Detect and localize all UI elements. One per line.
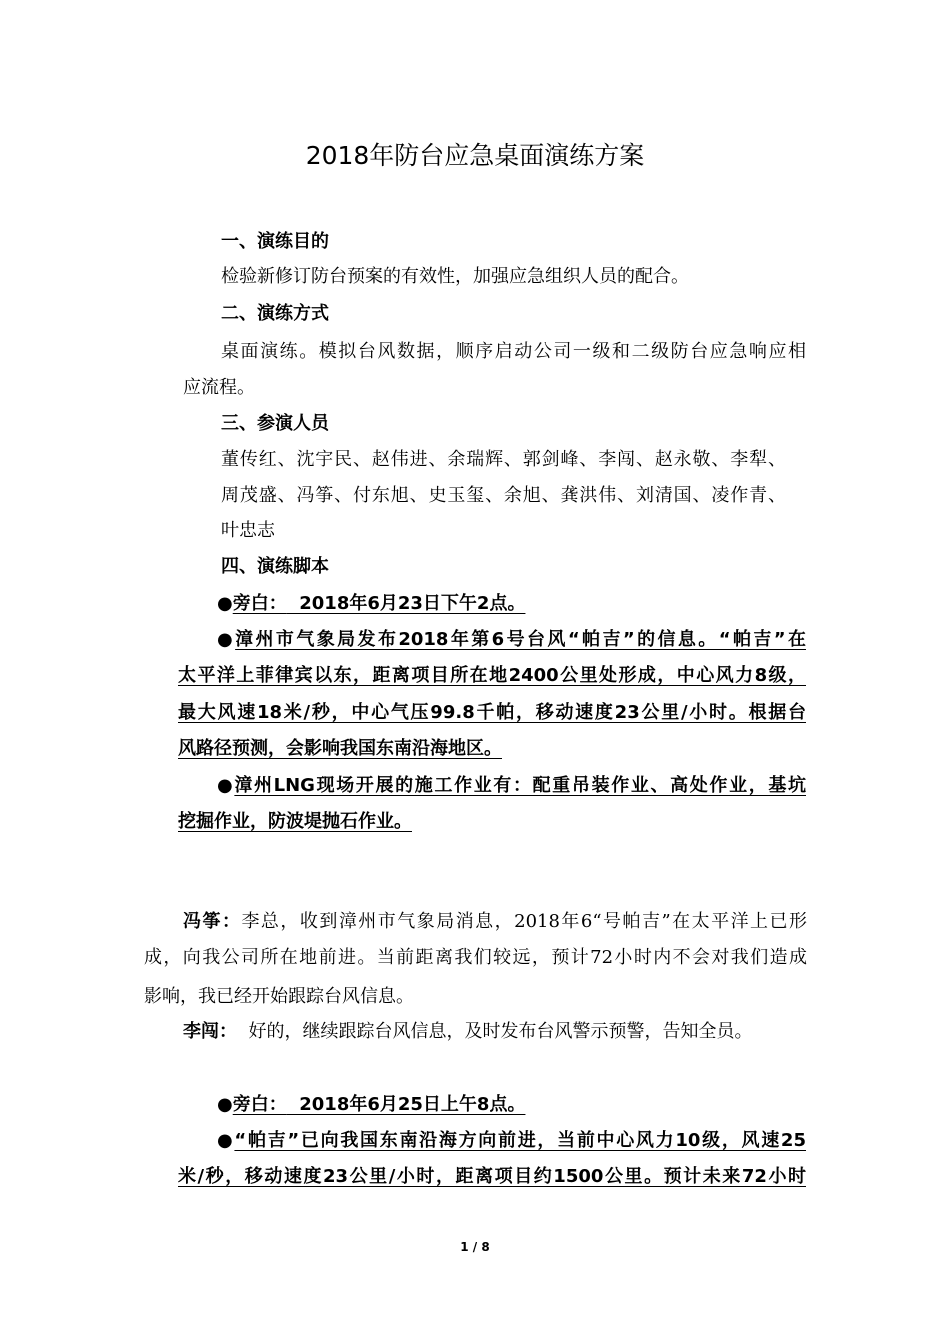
bullet-icon: ●	[217, 1130, 235, 1151]
dialogue-1-line-2: 成，向我公司所在地前进。当前距离我们较远，预计72小时内不会对我们造成	[144, 947, 807, 968]
participants-line-3: 叶忠志	[221, 520, 275, 541]
narration-time: 2018年6月25日上午8点。	[286, 1094, 526, 1115]
section-heading-method: 二、演练方式	[221, 303, 329, 324]
speaker-name: 冯筝：	[183, 911, 242, 932]
section-heading-script: 四、演练脚本	[221, 556, 329, 577]
paragraph-2-line-1: ●漳州LNG现场开展的施工作业有：配重吊装作业、高处作业，基坑	[217, 775, 806, 796]
paragraph-1-line-2: 太平洋上菲律宾以东，距离项目所在地2400公里处形成，中心风力8级，	[178, 665, 806, 686]
bullet-icon: ●	[217, 775, 235, 796]
page-number: 1 / 8	[460, 1240, 490, 1254]
method-line-2: 应流程。	[183, 377, 255, 398]
participants-line-1: 董传红、沈宇民、赵伟进、余瑞辉、郭剑峰、李闯、赵永敬、李犁、	[221, 449, 786, 470]
section-heading-participants: 三、参演人员	[221, 413, 329, 434]
dialogue-1-line-1: 冯筝：李总，收到漳州市气象局消息，2018年6“号帕吉”在太平洋上已形	[183, 911, 807, 932]
participants-line-2: 周茂盛、冯筝、付东旭、史玉玺、余旭、龚洪伟、刘清国、凌作青、	[221, 485, 786, 506]
speaker-name: 李闯：	[183, 1021, 237, 1042]
bullet-icon: ●	[217, 593, 233, 614]
paragraph-1-line-1: ●漳州市气象局发布2018年第6号台风“帕吉”的信息。“帕吉”在	[217, 629, 806, 650]
paragraph-1-line-3: 最大风速18米/秒，中心气压99.8千帕，移动速度23公里/小时。根据台	[178, 702, 806, 723]
dialogue-1-line-3: 影响，我已经开始跟踪台风信息。	[144, 986, 414, 1007]
narration-2	[217, 1093, 525, 1117]
paragraph-1-line-4: 风路径预测，会影响我国东南沿海地区。	[178, 738, 502, 759]
bullet-icon: ●	[217, 629, 236, 650]
paragraph-2-line-2: 挖掘作业，防波堤抛石作业。	[178, 811, 412, 832]
section-text-purpose: 检验新修订防台预案的有效性，加强应急组织人员的配合。	[221, 266, 689, 287]
paragraph-3-line-1: ●“帕吉”已向我国东南沿海方向前进，当前中心风力10级，风速25	[217, 1130, 806, 1151]
section-heading-purpose: 一、演练目的	[221, 231, 329, 252]
document-title: 2018年防台应急桌面演练方案	[305, 141, 645, 170]
narration-time: 2018年6月23日下午2点。	[286, 593, 526, 614]
bullet-icon: ●	[217, 1094, 233, 1115]
method-line-1: 桌面演练。模拟台风数据，顺序启动公司一级和二级防台应急响应相	[221, 341, 806, 362]
narration-label: 旁白：	[232, 1094, 287, 1115]
dialogue-2: 李闯： 好的，继续跟踪台风信息，及时发布台风警示预警，告知全员。	[183, 1021, 753, 1042]
narration-1	[217, 592, 525, 616]
paragraph-3-line-2: 米/秒，移动速度23公里/小时，距离项目约1500公里。预计未来72小时	[178, 1166, 806, 1187]
narration-label: 旁白：	[232, 593, 287, 614]
